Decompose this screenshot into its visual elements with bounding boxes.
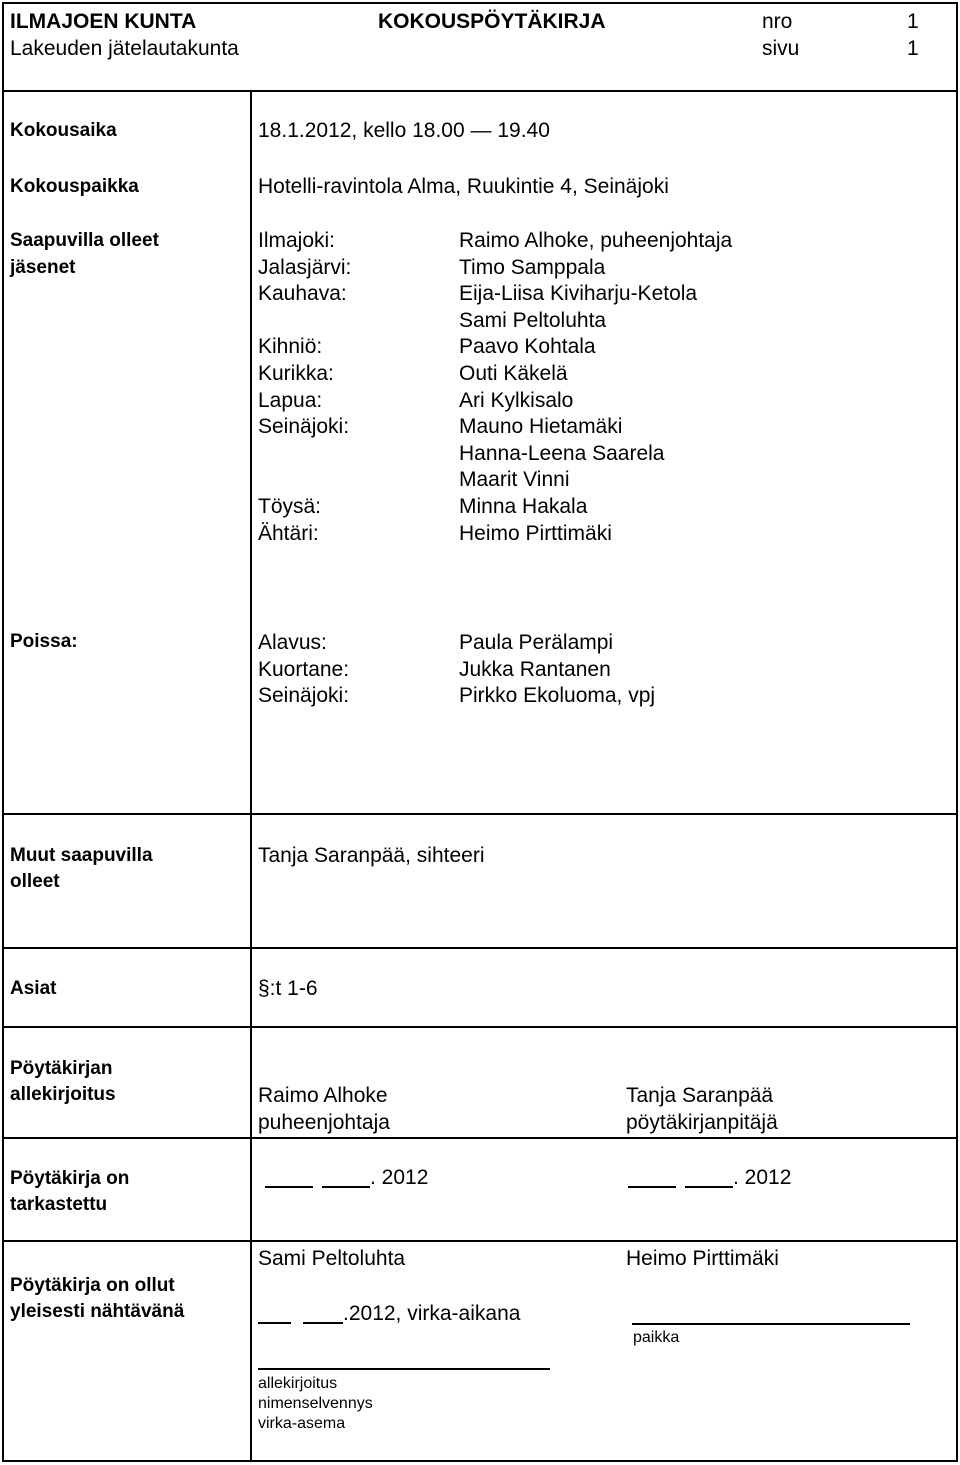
public-date: .2012, virka-aikana <box>343 1302 521 1325</box>
chair-name: Raimo Alhoke <box>258 1084 388 1107</box>
checker-1-name: Sami Peltoluhta <box>258 1247 406 1270</box>
present-town: Töysä: <box>258 494 322 518</box>
row-divider <box>2 1026 958 1028</box>
others-value: Tanja Saranpää, sihteeri <box>258 844 485 867</box>
present-member-name: Paavo Kohtala <box>459 335 596 359</box>
present-names <box>459 228 732 547</box>
check-date-1: . 2012 <box>370 1166 429 1189</box>
date-blank-month <box>303 1322 343 1324</box>
signature-caption: allekirjoitus <box>258 1375 338 1392</box>
present-town: Kurikka: <box>258 361 334 385</box>
matters-value: §:t 1-6 <box>258 977 318 1000</box>
absent-town: Alavus: <box>258 631 327 654</box>
signatures-label: Pöytäkirjan <box>10 1058 113 1079</box>
row-divider <box>2 813 958 815</box>
date-blank-day <box>628 1186 676 1188</box>
present-town: Lapua: <box>258 388 323 412</box>
row-divider <box>2 947 958 949</box>
row-divider <box>2 1137 958 1139</box>
present-member-name: Mauno Hietamäki <box>459 415 623 439</box>
place-line <box>632 1323 910 1325</box>
checked-label-line2: tarkastettu <box>10 1194 108 1215</box>
meeting-time-value: 18.1.2012, kello 18.00 — 19.40 <box>258 119 550 142</box>
present-member-name: Maarit Vinni <box>459 468 570 492</box>
document-type: KOKOUSPÖYTÄKIRJA <box>378 10 606 33</box>
present-town: Jalasjärvi: <box>258 255 352 279</box>
present-member-name: Ari Kylkisalo <box>459 388 574 412</box>
nro-value: 1 <box>907 10 919 33</box>
meeting-place-value: Hotelli-ravintola Alma, Ruukintie 4, Seinäjoki <box>258 175 669 198</box>
absent-towns <box>258 630 349 710</box>
meeting-time-label: Kokousaika <box>10 120 117 141</box>
present-label: Saapuvilla olleet <box>10 230 159 251</box>
position-caption: virka-asema <box>258 1415 346 1432</box>
date-blank-month <box>685 1186 733 1188</box>
secretary-role: pöytäkirjanpitäjä <box>626 1111 778 1134</box>
others-label-line2: olleet <box>10 871 60 892</box>
absent-member-name: Paula Perälampi <box>459 631 614 654</box>
present-town: Seinäjoki: <box>258 415 350 439</box>
present-town: Ilmajoki: <box>258 229 336 252</box>
present-town: Ähtäri: <box>258 521 319 545</box>
signatures-label-line2: allekirjoitus <box>10 1084 116 1105</box>
present-label-line2: jäsenet <box>10 257 76 278</box>
municipality-name: ILMAJOEN KUNTA <box>10 10 197 33</box>
sivu-label: sivu <box>762 37 800 60</box>
public-label: Pöytäkirja on ollut <box>10 1275 175 1296</box>
present-member-name: Sami Peltoluhta <box>459 308 607 332</box>
date-blank-day <box>265 1186 313 1188</box>
present-member-name: Minna Hakala <box>459 494 588 518</box>
sivu-value: 1 <box>907 37 919 60</box>
signature-line <box>258 1368 550 1370</box>
matters-label: Asiat <box>10 978 57 999</box>
present-member-name: Hanna-Leena Saarela <box>459 441 665 465</box>
present-town <box>258 441 351 468</box>
row-divider <box>2 1240 958 1242</box>
present-member-name: Eija-Liisa Kiviharju-Ketola <box>459 282 698 306</box>
date-blank-day <box>258 1322 291 1324</box>
present-member-name: Outi Käkelä <box>459 361 568 385</box>
present-member-name: Raimo Alhoke, puheenjohtaja <box>459 229 733 252</box>
others-label: Muut saapuvilla <box>10 845 153 866</box>
absent-member-name: Pirkko Ekoluoma, vpj <box>459 684 656 708</box>
column-divider <box>250 90 252 1462</box>
present-town <box>258 308 351 335</box>
checked-label: Pöytäkirja on <box>10 1168 130 1189</box>
nro-label: nro <box>762 10 793 33</box>
place-caption: paikka <box>633 1329 680 1346</box>
absent-town: Seinäjoki: <box>258 684 350 708</box>
board-name: Lakeuden jätelautakunta <box>10 37 239 60</box>
secretary-name: Tanja Saranpää <box>626 1084 774 1107</box>
absent-member-name: Jukka Rantanen <box>459 657 611 681</box>
meeting-place-label: Kokouspaikka <box>10 176 139 197</box>
name-clarification-caption: nimenselvennys <box>258 1395 373 1412</box>
date-blank-month <box>322 1186 370 1188</box>
public-label-line2: yleisesti nähtävänä <box>10 1301 185 1322</box>
absent-label: Poissa: <box>10 631 78 652</box>
present-town: Kauhava: <box>258 282 347 306</box>
present-town <box>258 467 351 494</box>
chair-role: puheenjohtaja <box>258 1111 390 1134</box>
checker-2-name: Heimo Pirttimäki <box>626 1247 779 1270</box>
present-member-name: Heimo Pirttimäki <box>459 521 612 545</box>
present-member-name: Timo Samppala <box>459 255 606 279</box>
present-town: Kihniö: <box>258 335 323 359</box>
absent-town: Kuortane: <box>258 657 350 681</box>
absent-names <box>459 630 655 710</box>
present-towns <box>258 228 351 547</box>
check-date-2: . 2012 <box>733 1166 792 1189</box>
